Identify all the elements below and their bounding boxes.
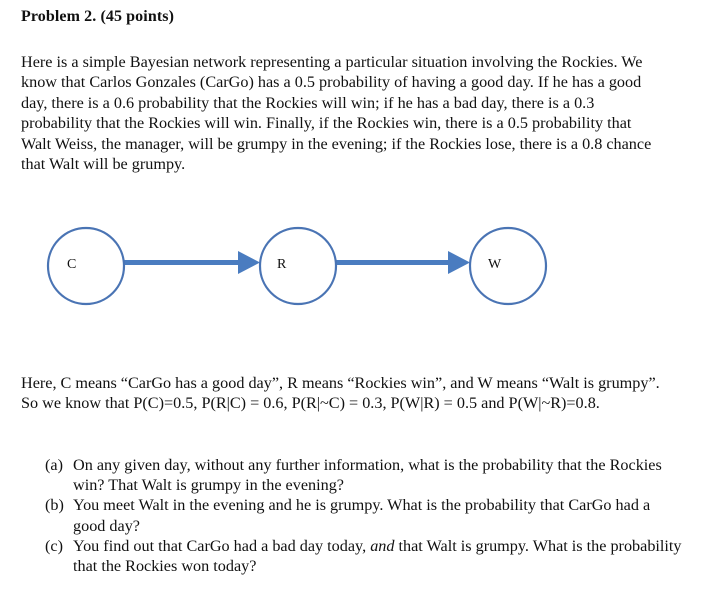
question-a-text: On any given day, without any further information, what is the probability that the Rockies win? That Walt is grumpy in the evening? [73,456,662,495]
node-w [470,228,546,304]
question-b [45,495,685,535]
edge-c-to-r [124,251,260,274]
definitions-paragraph: Here, C means “CarGo has a good day”, R means “Rockies win”, and W means “Walt is grumpy”. So we know that P(C)=0.5, P(R|C) = 0.6, P(R|~C) = 0.3, P(W|R) = 0.5 and P(W|~R)=0.8. [21,374,660,413]
edge-r-to-w [336,251,470,274]
question-c-label: (c) [45,536,63,555]
intro-paragraph: Here is a simple Bayesian network representing a particular situation involving the Rockies. We know that Carlos Gonzales (CarGo) has a 0.5 probability of having a good day. If he has a good day, there is a 0.6 probability that the Rockies will win; if he has a bad day, there is a 0.3 probability that the Rockies will win. Finally, if the Rockies win, there is a 0.5 probability that Walt Weiss, the manager, will be grumpy in the evening; if the Rockies lose, there is a 0.8 chance that Walt will be grumpy. [21,53,652,174]
question-c-text-after: that Walt is grumpy. What is the probability that the Rockies won today? [73,536,682,576]
node-w-label: W [488,257,502,272]
question-list [45,455,685,576]
question-b-text: You meet Walt in the evening and he is grumpy. What is the probability that CarGo had a good day? [73,496,651,535]
question-b-label: (b) [45,496,64,515]
question-a-label: (a) [45,456,63,474]
node-r-label: R [277,257,287,272]
question-c-text-before: You find out that CarGo had a bad day today, [73,536,371,555]
question-c-emphasis: and [370,536,395,555]
question-c [45,536,685,576]
node-c-label: C [67,257,77,272]
node-c [48,228,124,304]
node-r [260,228,336,304]
bayesian-network-diagram [0,220,719,320]
problem-title: Problem 2. (45 points) [21,8,175,25]
question-a [45,455,685,495]
